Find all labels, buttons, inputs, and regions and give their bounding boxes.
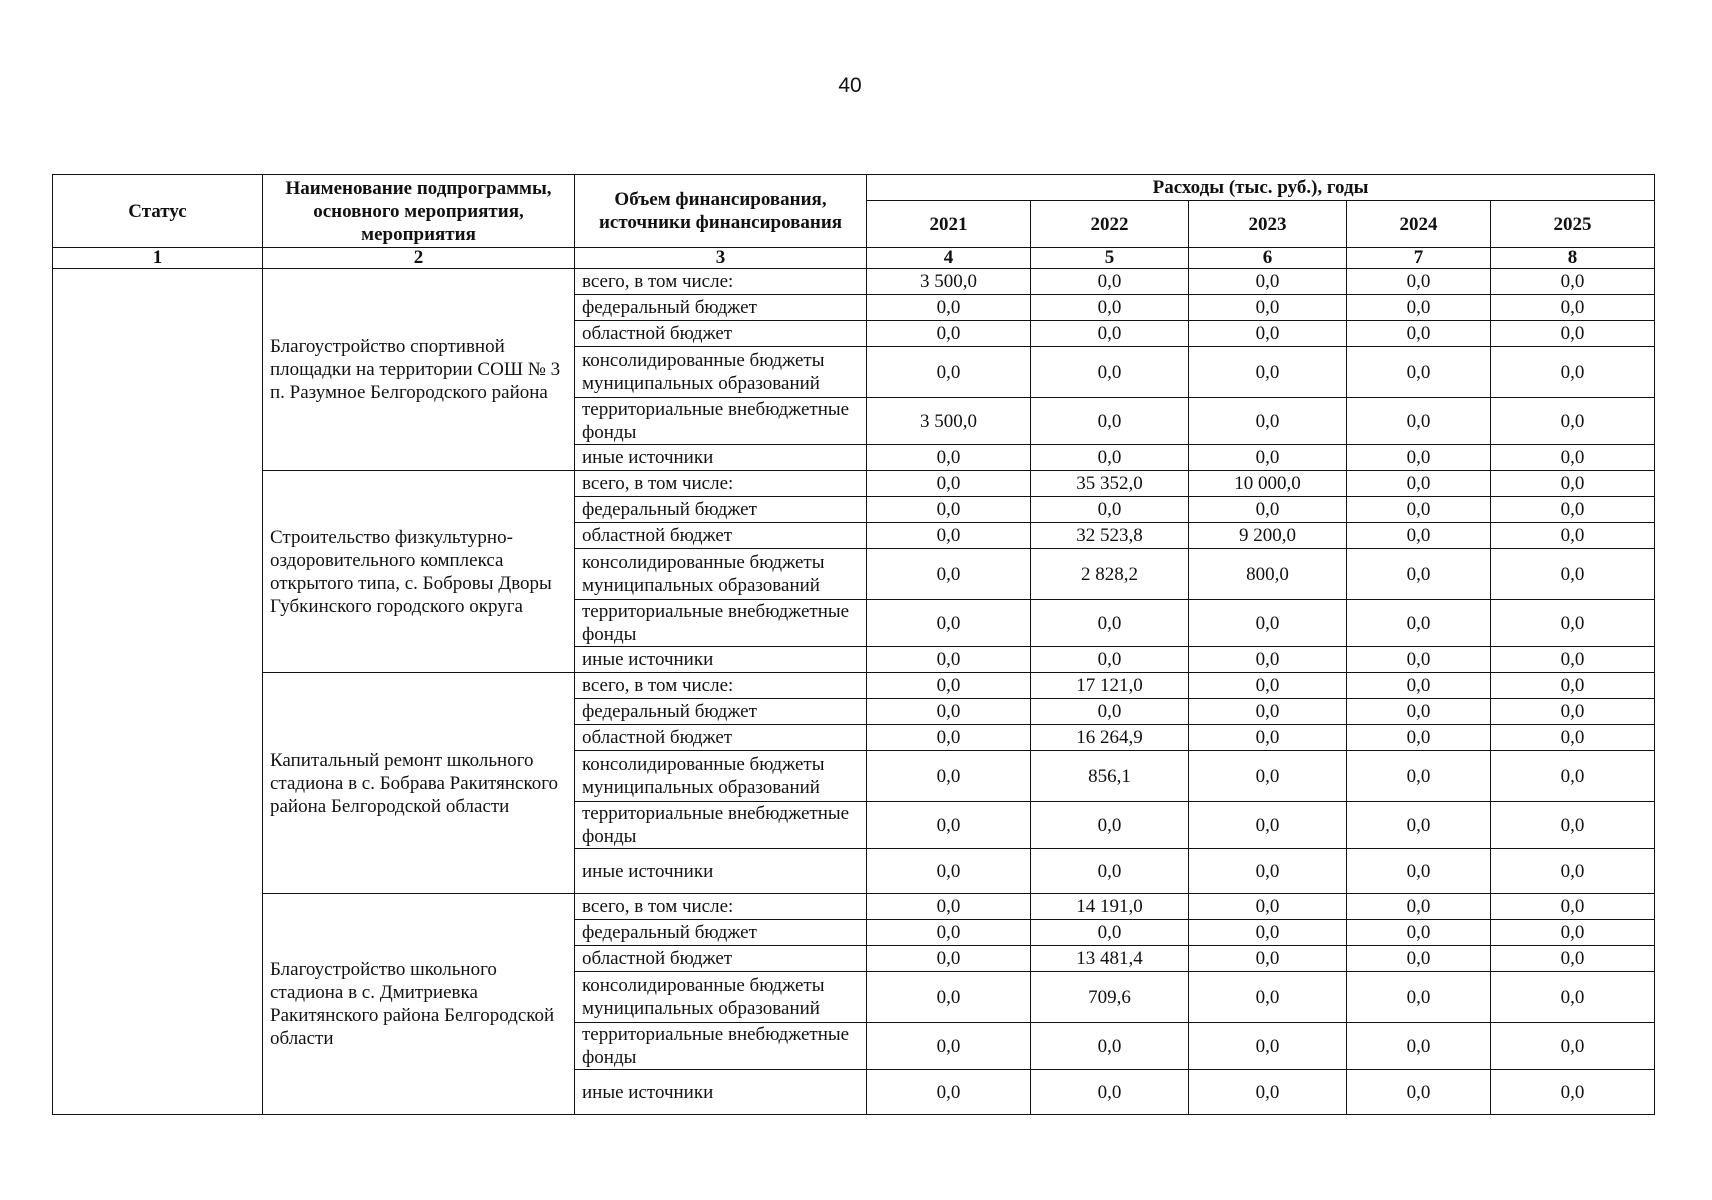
- value-cell: 0,0: [1347, 946, 1491, 972]
- funding-source: территориальные внебюджетные фонды: [575, 802, 867, 849]
- value-cell: 0,0: [1347, 523, 1491, 549]
- value-cell: 0,0: [1031, 295, 1189, 321]
- funding-source: всего, в том числе:: [575, 894, 867, 920]
- value-cell: 0,0: [1491, 295, 1655, 321]
- value-cell: 0,0: [1491, 946, 1655, 972]
- funding-source: всего, в том числе:: [575, 673, 867, 699]
- column-number: 6: [1189, 248, 1347, 269]
- value-cell: 0,0: [1031, 269, 1189, 295]
- value-cell: 9 200,0: [1189, 523, 1347, 549]
- value-cell: 0,0: [1491, 673, 1655, 699]
- header-name: Наименование подпрограммы, основного мероприятия, мероприятия: [263, 175, 575, 248]
- column-number: 2: [263, 248, 575, 269]
- funding-source: всего, в том числе:: [575, 269, 867, 295]
- value-cell: 0,0: [1347, 725, 1491, 751]
- activity-name: Строительство физкультурно-оздоровительного комплекса открытого типа, с. Бобровы Дворы Губкинского городского округа: [263, 471, 575, 673]
- activity-name: Благоустройство школьного стадиона в с. Дмитриевка Ракитянского района Белгородской области: [263, 894, 575, 1115]
- funding-source: консолидированные бюджеты муниципальных образований: [575, 972, 867, 1023]
- funding-source: территориальные внебюджетные фонды: [575, 1023, 867, 1070]
- value-cell: 0,0: [1031, 1070, 1189, 1115]
- value-cell: 0,0: [1347, 321, 1491, 347]
- value-cell: 0,0: [1491, 849, 1655, 894]
- value-cell: 0,0: [1347, 347, 1491, 398]
- funding-source: федеральный бюджет: [575, 295, 867, 321]
- value-cell: 0,0: [867, 497, 1031, 523]
- value-cell: 0,0: [1189, 699, 1347, 725]
- value-cell: 0,0: [1189, 445, 1347, 471]
- value-cell: 0,0: [1189, 600, 1347, 647]
- value-cell: 0,0: [1189, 1070, 1347, 1115]
- funding-source: консолидированные бюджеты муниципальных образований: [575, 751, 867, 802]
- value-cell: 0,0: [1347, 647, 1491, 673]
- value-cell: 0,0: [1347, 673, 1491, 699]
- value-cell: 0,0: [867, 445, 1031, 471]
- funding-source: консолидированные бюджеты муниципальных образований: [575, 347, 867, 398]
- funding-source: иные источники: [575, 849, 867, 894]
- value-cell: 0,0: [1189, 802, 1347, 849]
- table-row: [53, 269, 1655, 295]
- value-cell: 0,0: [1491, 269, 1655, 295]
- header-row: [53, 175, 1655, 201]
- value-cell: 0,0: [1189, 920, 1347, 946]
- column-number: 5: [1031, 248, 1189, 269]
- value-cell: 0,0: [1347, 972, 1491, 1023]
- value-cell: 709,6: [1031, 972, 1189, 1023]
- funding-source: федеральный бюджет: [575, 699, 867, 725]
- value-cell: 0,0: [1347, 398, 1491, 445]
- value-cell: 2 828,2: [1031, 549, 1189, 600]
- value-cell: 3 500,0: [867, 269, 1031, 295]
- value-cell: 856,1: [1031, 751, 1189, 802]
- value-cell: 0,0: [1189, 1023, 1347, 1070]
- table-row: [53, 673, 1655, 699]
- value-cell: 0,0: [1491, 347, 1655, 398]
- header-year: 2023: [1189, 201, 1347, 248]
- value-cell: 0,0: [867, 1070, 1031, 1115]
- value-cell: 0,0: [867, 471, 1031, 497]
- value-cell: 0,0: [1347, 699, 1491, 725]
- value-cell: 0,0: [1491, 802, 1655, 849]
- funding-source: иные источники: [575, 647, 867, 673]
- value-cell: 0,0: [1189, 295, 1347, 321]
- funding-source: территориальные внебюджетные фонды: [575, 398, 867, 445]
- value-cell: 0,0: [867, 295, 1031, 321]
- value-cell: 0,0: [867, 751, 1031, 802]
- value-cell: 35 352,0: [1031, 471, 1189, 497]
- header-year: 2021: [867, 201, 1031, 248]
- funding-source: всего, в том числе:: [575, 471, 867, 497]
- header-year: 2022: [1031, 201, 1189, 248]
- value-cell: 14 191,0: [1031, 894, 1189, 920]
- value-cell: 0,0: [867, 802, 1031, 849]
- value-cell: 0,0: [1491, 699, 1655, 725]
- value-cell: 32 523,8: [1031, 523, 1189, 549]
- value-cell: 0,0: [1347, 549, 1491, 600]
- value-cell: 0,0: [1031, 321, 1189, 347]
- header-expenses: Расходы (тыс. руб.), годы: [867, 175, 1655, 201]
- value-cell: 17 121,0: [1031, 673, 1189, 699]
- value-cell: 0,0: [1031, 600, 1189, 647]
- funding-source: областной бюджет: [575, 725, 867, 751]
- value-cell: 0,0: [867, 647, 1031, 673]
- value-cell: 0,0: [1347, 471, 1491, 497]
- value-cell: 0,0: [1491, 751, 1655, 802]
- column-number: 4: [867, 248, 1031, 269]
- value-cell: 0,0: [1189, 269, 1347, 295]
- value-cell: 0,0: [1189, 673, 1347, 699]
- funding-source: иные источники: [575, 1070, 867, 1115]
- value-cell: 0,0: [1491, 523, 1655, 549]
- value-cell: 0,0: [1031, 497, 1189, 523]
- value-cell: 0,0: [1347, 445, 1491, 471]
- value-cell: 0,0: [1031, 802, 1189, 849]
- value-cell: 0,0: [1491, 445, 1655, 471]
- value-cell: 0,0: [1189, 946, 1347, 972]
- value-cell: 0,0: [867, 321, 1031, 347]
- value-cell: 0,0: [1347, 295, 1491, 321]
- funding-source: областной бюджет: [575, 321, 867, 347]
- value-cell: 0,0: [1189, 647, 1347, 673]
- value-cell: 0,0: [1031, 445, 1189, 471]
- value-cell: 0,0: [1189, 497, 1347, 523]
- value-cell: 0,0: [1031, 849, 1189, 894]
- value-cell: 0,0: [1031, 398, 1189, 445]
- value-cell: 0,0: [867, 347, 1031, 398]
- value-cell: 0,0: [867, 725, 1031, 751]
- value-cell: 16 264,9: [1031, 725, 1189, 751]
- value-cell: 0,0: [1347, 920, 1491, 946]
- value-cell: 0,0: [1189, 894, 1347, 920]
- value-cell: 0,0: [1347, 894, 1491, 920]
- header-funding: Объем финансирования, источники финансирования: [575, 175, 867, 248]
- value-cell: 0,0: [1491, 1070, 1655, 1115]
- value-cell: 0,0: [1189, 398, 1347, 445]
- value-cell: 0,0: [1189, 725, 1347, 751]
- value-cell: 0,0: [1491, 600, 1655, 647]
- funding-source: областной бюджет: [575, 523, 867, 549]
- header-status: Статус: [53, 175, 263, 248]
- funding-source: консолидированные бюджеты муниципальных образований: [575, 549, 867, 600]
- value-cell: 0,0: [867, 673, 1031, 699]
- value-cell: 0,0: [1347, 849, 1491, 894]
- value-cell: 0,0: [867, 523, 1031, 549]
- header-year: 2025: [1491, 201, 1655, 248]
- value-cell: 0,0: [1347, 269, 1491, 295]
- value-cell: 0,0: [1031, 1023, 1189, 1070]
- value-cell: 0,0: [867, 699, 1031, 725]
- value-cell: 0,0: [1031, 347, 1189, 398]
- funding-source: иные источники: [575, 445, 867, 471]
- value-cell: 0,0: [1031, 920, 1189, 946]
- column-number: 3: [575, 248, 867, 269]
- value-cell: 0,0: [1347, 1070, 1491, 1115]
- funding-source: областной бюджет: [575, 946, 867, 972]
- value-cell: 0,0: [867, 972, 1031, 1023]
- funding-table: [52, 174, 1655, 1115]
- activity-name: Благоустройство спортивной площадки на территории СОШ № 3 п. Разумное Белгородского района: [263, 269, 575, 471]
- value-cell: 0,0: [1491, 920, 1655, 946]
- value-cell: 0,0: [1347, 1023, 1491, 1070]
- value-cell: 0,0: [1491, 894, 1655, 920]
- value-cell: 0,0: [1491, 972, 1655, 1023]
- value-cell: 0,0: [1347, 497, 1491, 523]
- value-cell: 0,0: [1031, 699, 1189, 725]
- value-cell: 0,0: [1347, 802, 1491, 849]
- column-numbers-row: [53, 248, 1655, 269]
- value-cell: 0,0: [1189, 849, 1347, 894]
- value-cell: 0,0: [1347, 600, 1491, 647]
- value-cell: 3 500,0: [867, 398, 1031, 445]
- header-year: 2024: [1347, 201, 1491, 248]
- status-cell: [53, 269, 263, 1115]
- value-cell: 10 000,0: [1189, 471, 1347, 497]
- value-cell: 13 481,4: [1031, 946, 1189, 972]
- value-cell: 0,0: [1491, 471, 1655, 497]
- column-number: 1: [53, 248, 263, 269]
- value-cell: 0,0: [867, 920, 1031, 946]
- value-cell: 0,0: [867, 849, 1031, 894]
- value-cell: 0,0: [1491, 321, 1655, 347]
- value-cell: 0,0: [1189, 347, 1347, 398]
- value-cell: 0,0: [1189, 972, 1347, 1023]
- value-cell: 0,0: [867, 549, 1031, 600]
- value-cell: 0,0: [1491, 1023, 1655, 1070]
- table-row: [53, 894, 1655, 920]
- value-cell: 0,0: [1491, 497, 1655, 523]
- value-cell: 0,0: [867, 946, 1031, 972]
- value-cell: 0,0: [1491, 647, 1655, 673]
- funding-source: территориальные внебюджетные фонды: [575, 600, 867, 647]
- value-cell: 0,0: [1491, 725, 1655, 751]
- value-cell: 0,0: [867, 1023, 1031, 1070]
- funding-source: федеральный бюджет: [575, 920, 867, 946]
- column-number: 7: [1347, 248, 1491, 269]
- value-cell: 0,0: [1491, 549, 1655, 600]
- value-cell: 0,0: [1347, 751, 1491, 802]
- value-cell: 0,0: [1189, 321, 1347, 347]
- funding-source: федеральный бюджет: [575, 497, 867, 523]
- activity-name: Капитальный ремонт школьного стадиона в с. Бобрава Ракитянского района Белгородской области: [263, 673, 575, 894]
- value-cell: 0,0: [1189, 751, 1347, 802]
- value-cell: 0,0: [1031, 647, 1189, 673]
- value-cell: 0,0: [1491, 398, 1655, 445]
- page-number: 40: [838, 74, 862, 97]
- table-body: [53, 269, 1655, 1115]
- value-cell: 0,0: [867, 600, 1031, 647]
- value-cell: 800,0: [1189, 549, 1347, 600]
- table-row: [53, 471, 1655, 497]
- column-number: 8: [1491, 248, 1655, 269]
- value-cell: 0,0: [867, 894, 1031, 920]
